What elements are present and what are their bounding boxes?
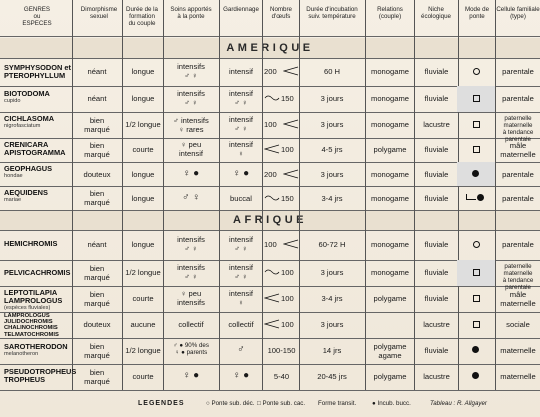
square-icon bbox=[473, 121, 480, 128]
incub-cell: 3 jours bbox=[320, 170, 344, 179]
genus-cell: BIOTODOMA cupido bbox=[4, 89, 50, 104]
header-dimorphisme: Dimorphisme sexuel bbox=[80, 6, 118, 20]
cellule-cell: mâle maternelle bbox=[500, 141, 536, 159]
dimorph-cell: douteux bbox=[83, 170, 111, 179]
relation-cell: polygame agame bbox=[373, 342, 407, 360]
soins-cell: intensifs ♂ ♀ bbox=[177, 235, 205, 253]
niche-cell: fluviale bbox=[424, 294, 449, 303]
garde-cell: ♀ ● bbox=[232, 370, 250, 381]
garde-cell: ♀ ● bbox=[232, 168, 250, 179]
dimorph-cell: néant bbox=[87, 67, 107, 76]
ring-icon bbox=[473, 241, 480, 248]
soins-cell: intensifs ♂ ♀ bbox=[177, 89, 205, 107]
legend-item-ring: ○ Ponte sub. déc. bbox=[206, 400, 255, 407]
garde-cell: collectif bbox=[228, 320, 254, 329]
genus-cell: CICHLASOMA nigrofasciatum bbox=[4, 114, 55, 129]
duree-cell: longue bbox=[131, 194, 155, 203]
genus-cell: LEPTOTILAPIA LAMPROLOGUS (espèces fluviales) bbox=[4, 288, 63, 311]
square-icon bbox=[473, 269, 480, 276]
garde-cell: intensif ♀ bbox=[228, 140, 254, 158]
incub-cell: 3 jours bbox=[320, 268, 344, 277]
oeufs-cell: 150 bbox=[281, 194, 294, 203]
legend-item-dot: ● Incub. bucc. bbox=[372, 400, 411, 407]
incub-cell: 20-45 jrs bbox=[317, 372, 347, 381]
relation-cell: monogame bbox=[371, 67, 409, 76]
niche-cell: fluviale bbox=[424, 268, 449, 277]
genus-cell: HEMICHROMIS bbox=[4, 239, 58, 248]
dimorph-cell: bien marqué bbox=[84, 116, 110, 134]
cellule-cell: parentale bbox=[502, 67, 534, 76]
soins-cell: ♂ intensifs ♀ rares bbox=[173, 116, 209, 134]
oeufs-cell: 100 bbox=[264, 120, 277, 129]
garde-cell: intensif ♂ ♀ bbox=[228, 115, 254, 133]
section-title-africa: AFRIQUE bbox=[233, 214, 307, 226]
relation-cell: monogame bbox=[371, 194, 409, 203]
legend bbox=[0, 396, 540, 412]
arrow-less-icon bbox=[283, 169, 299, 179]
duree-cell: 1/2 longue bbox=[125, 268, 161, 277]
duree-cell: longue bbox=[131, 94, 155, 103]
dimorph-cell: bien marqué bbox=[84, 290, 110, 308]
header-gardiennage: Gardiennage bbox=[223, 6, 259, 13]
soins-cell: ♀ ● bbox=[182, 168, 200, 179]
filled-dot-icon bbox=[477, 194, 484, 201]
soins-cell: ♀ ● bbox=[182, 370, 200, 381]
relation-cell: polygame bbox=[373, 145, 407, 154]
incub-cell: 14 jrs bbox=[322, 346, 342, 355]
genus-cell: PELVICACHROMIS bbox=[4, 268, 71, 277]
square-icon bbox=[473, 321, 480, 328]
square-icon bbox=[473, 295, 480, 302]
duree-cell: aucune bbox=[130, 320, 156, 329]
dimorph-cell: bien marqué bbox=[84, 189, 110, 207]
dimorph-cell: néant bbox=[87, 240, 107, 249]
garde-cell: intensif bbox=[228, 67, 254, 76]
niche-cell: fluviale bbox=[424, 67, 449, 76]
oeufs-cell: 100 bbox=[281, 294, 294, 303]
header-relations: Relations (couple) bbox=[377, 6, 403, 20]
dimorph-cell: douteux bbox=[83, 320, 111, 329]
cellule-cell: parentale bbox=[502, 240, 534, 249]
square-icon bbox=[473, 95, 480, 102]
incub-cell: 60 H bbox=[323, 67, 341, 76]
header-incubation: Durée d'incubation suiv. température bbox=[306, 6, 358, 20]
garde-cell: ♂ bbox=[237, 344, 245, 355]
header-ponte: Mode de ponte bbox=[464, 6, 490, 20]
header-niche: Niche écologique bbox=[421, 6, 451, 20]
duree-cell: 1/2 longue bbox=[125, 346, 161, 355]
dimorph-cell: bien marqué bbox=[84, 342, 110, 360]
cellule-cell: parentale bbox=[502, 194, 534, 203]
niche-cell: lacustre bbox=[423, 372, 450, 381]
header-duree: Durée de la formation du couple bbox=[126, 6, 158, 27]
duree-cell: courte bbox=[132, 145, 154, 154]
incub-cell: 4-5 jrs bbox=[321, 145, 343, 154]
header-genres: GENRES ou ESPECES bbox=[22, 6, 52, 27]
soins-cell: intensifs ♂ ♀ bbox=[177, 62, 205, 80]
duree-cell: longue bbox=[131, 67, 155, 76]
relation-cell: monogame bbox=[371, 170, 409, 179]
oeufs-cell: 150 bbox=[281, 94, 294, 103]
garde-cell: intensif ♂ ♀ bbox=[228, 89, 254, 107]
legend-item-transit: Forme transit. bbox=[318, 400, 357, 407]
arrow-less-icon bbox=[283, 66, 299, 76]
section-title-america: AMERIQUE bbox=[226, 42, 314, 54]
cellule-cell: mâle maternelle bbox=[500, 290, 536, 308]
soins-cell: collectif bbox=[178, 320, 204, 329]
incub-cell: 3 jours bbox=[320, 320, 344, 329]
wave-icon bbox=[264, 193, 280, 203]
soins-cell: ♂ ♀ bbox=[182, 192, 200, 203]
incub-cell: 3 jours bbox=[320, 120, 344, 129]
cellule-cell: paternelle maternelle à tendance parentale bbox=[502, 263, 534, 291]
header-soins: Soins apportés à la ponte bbox=[170, 6, 212, 20]
genus-cell: LAMPROLOGUS JULIDOCHROMIS CHALINOCHROMIS TELMATOCHROMIS bbox=[4, 313, 59, 338]
arrow-less-icon bbox=[283, 119, 299, 129]
soins-cell: ♀ peu intensif bbox=[178, 140, 204, 158]
header-oeufs: Nombre d'œufs bbox=[269, 6, 292, 20]
niche-cell: fluviale bbox=[424, 145, 449, 154]
niche-cell: fluviale bbox=[424, 94, 449, 103]
square-icon bbox=[473, 146, 480, 153]
genus-cell: SAROTHERODON melanotheron bbox=[4, 342, 68, 357]
oeufs-cell: 5-40 bbox=[273, 372, 290, 381]
oeufs-cell: 100-150 bbox=[267, 346, 296, 355]
arrow-less-icon bbox=[264, 293, 280, 303]
niche-cell: fluviale bbox=[424, 194, 449, 203]
niche-cell: fluviale bbox=[424, 240, 449, 249]
hook-icon bbox=[466, 194, 476, 200]
garde-cell: intensif ♂ ♀ bbox=[228, 235, 254, 253]
oeufs-cell: 100 bbox=[264, 240, 277, 249]
incub-cell: 3-4 jrs bbox=[321, 294, 343, 303]
niche-cell: lacustre bbox=[423, 120, 450, 129]
cellule-cell: sociale bbox=[506, 320, 530, 329]
genus-cell: GEOPHAGUS hondae bbox=[4, 164, 53, 179]
incub-cell: 60-72 H bbox=[318, 240, 346, 249]
header-cellule: Cellule familiale (type) bbox=[496, 6, 540, 20]
arrow-less-icon bbox=[283, 239, 299, 249]
cellule-cell: parentale bbox=[502, 94, 534, 103]
dimorph-cell: néant bbox=[87, 94, 107, 103]
wave-icon bbox=[264, 93, 280, 103]
duree-cell: 1/2 longue bbox=[125, 120, 161, 129]
cellule-cell: paternelle maternelle à tendance parentale bbox=[502, 115, 534, 143]
genus-cell: PSEUDOTROPHEUS TROPHEUS bbox=[4, 367, 77, 384]
incub-cell: 3 jours bbox=[320, 94, 344, 103]
dimorph-cell: bien marqué bbox=[84, 141, 110, 159]
garde-cell: buccal bbox=[230, 194, 252, 203]
legend-title: LEGENDES bbox=[138, 400, 185, 407]
relation-cell: monogame bbox=[371, 268, 409, 277]
relation-cell: monogame bbox=[371, 120, 409, 129]
relation-cell: monogame bbox=[371, 94, 409, 103]
relation-cell: monogame bbox=[371, 240, 409, 249]
wave-icon bbox=[264, 267, 280, 277]
duree-cell: courte bbox=[132, 294, 154, 303]
arrow-less-icon bbox=[264, 319, 280, 329]
cellule-cell: maternelle bbox=[500, 346, 536, 355]
filled-dot-icon bbox=[472, 346, 479, 353]
soins-cell: ♀ peu intensifs bbox=[177, 289, 205, 307]
genus-cell: AEQUIDENS mariae bbox=[4, 188, 48, 203]
oeufs-cell: 100 bbox=[281, 145, 294, 154]
arrow-less-icon bbox=[264, 144, 280, 154]
niche-cell: fluviale bbox=[424, 346, 449, 355]
niche-cell: lacustre bbox=[423, 320, 450, 329]
cellule-cell: maternelle bbox=[500, 372, 536, 381]
oeufs-cell: 100 bbox=[281, 320, 294, 329]
relation-cell: polygame bbox=[373, 372, 407, 381]
genus-cell: SYMPHYSODON et PTEROPHYLLUM bbox=[4, 63, 71, 80]
dimorph-cell: bien marqué bbox=[84, 368, 110, 386]
dimorph-cell: bien marqué bbox=[84, 264, 110, 282]
niche-cell: fluviale bbox=[424, 170, 449, 179]
soins-cell: ♂ ● 90% des ♀ ● parents bbox=[173, 342, 209, 356]
duree-cell: longue bbox=[131, 240, 155, 249]
ring-icon bbox=[473, 68, 480, 75]
genus-cell: CRENICARA APISTOGRAMMA bbox=[4, 140, 66, 157]
garde-cell: intensif ♀ bbox=[228, 289, 254, 307]
duree-cell: courte bbox=[132, 372, 154, 381]
relation-cell: polygame bbox=[373, 294, 407, 303]
garde-cell: intensif ♂ ♀ bbox=[228, 263, 254, 281]
soins-cell: intensifs ♂ ♀ bbox=[177, 263, 205, 281]
cellule-cell: parentale bbox=[502, 170, 534, 179]
filled-dot-icon bbox=[472, 170, 479, 177]
oeufs-cell: 200 bbox=[264, 170, 277, 179]
credit: Tableau : R. Allgayer bbox=[430, 400, 487, 407]
oeufs-cell: 200 bbox=[264, 67, 277, 76]
legend-item-square: □ Ponte sub. cac. bbox=[257, 400, 306, 407]
duree-cell: longue bbox=[131, 170, 155, 179]
incub-cell: 3-4 jrs bbox=[321, 194, 343, 203]
oeufs-cell: 100 bbox=[281, 268, 294, 277]
filled-dot-icon bbox=[472, 372, 479, 379]
